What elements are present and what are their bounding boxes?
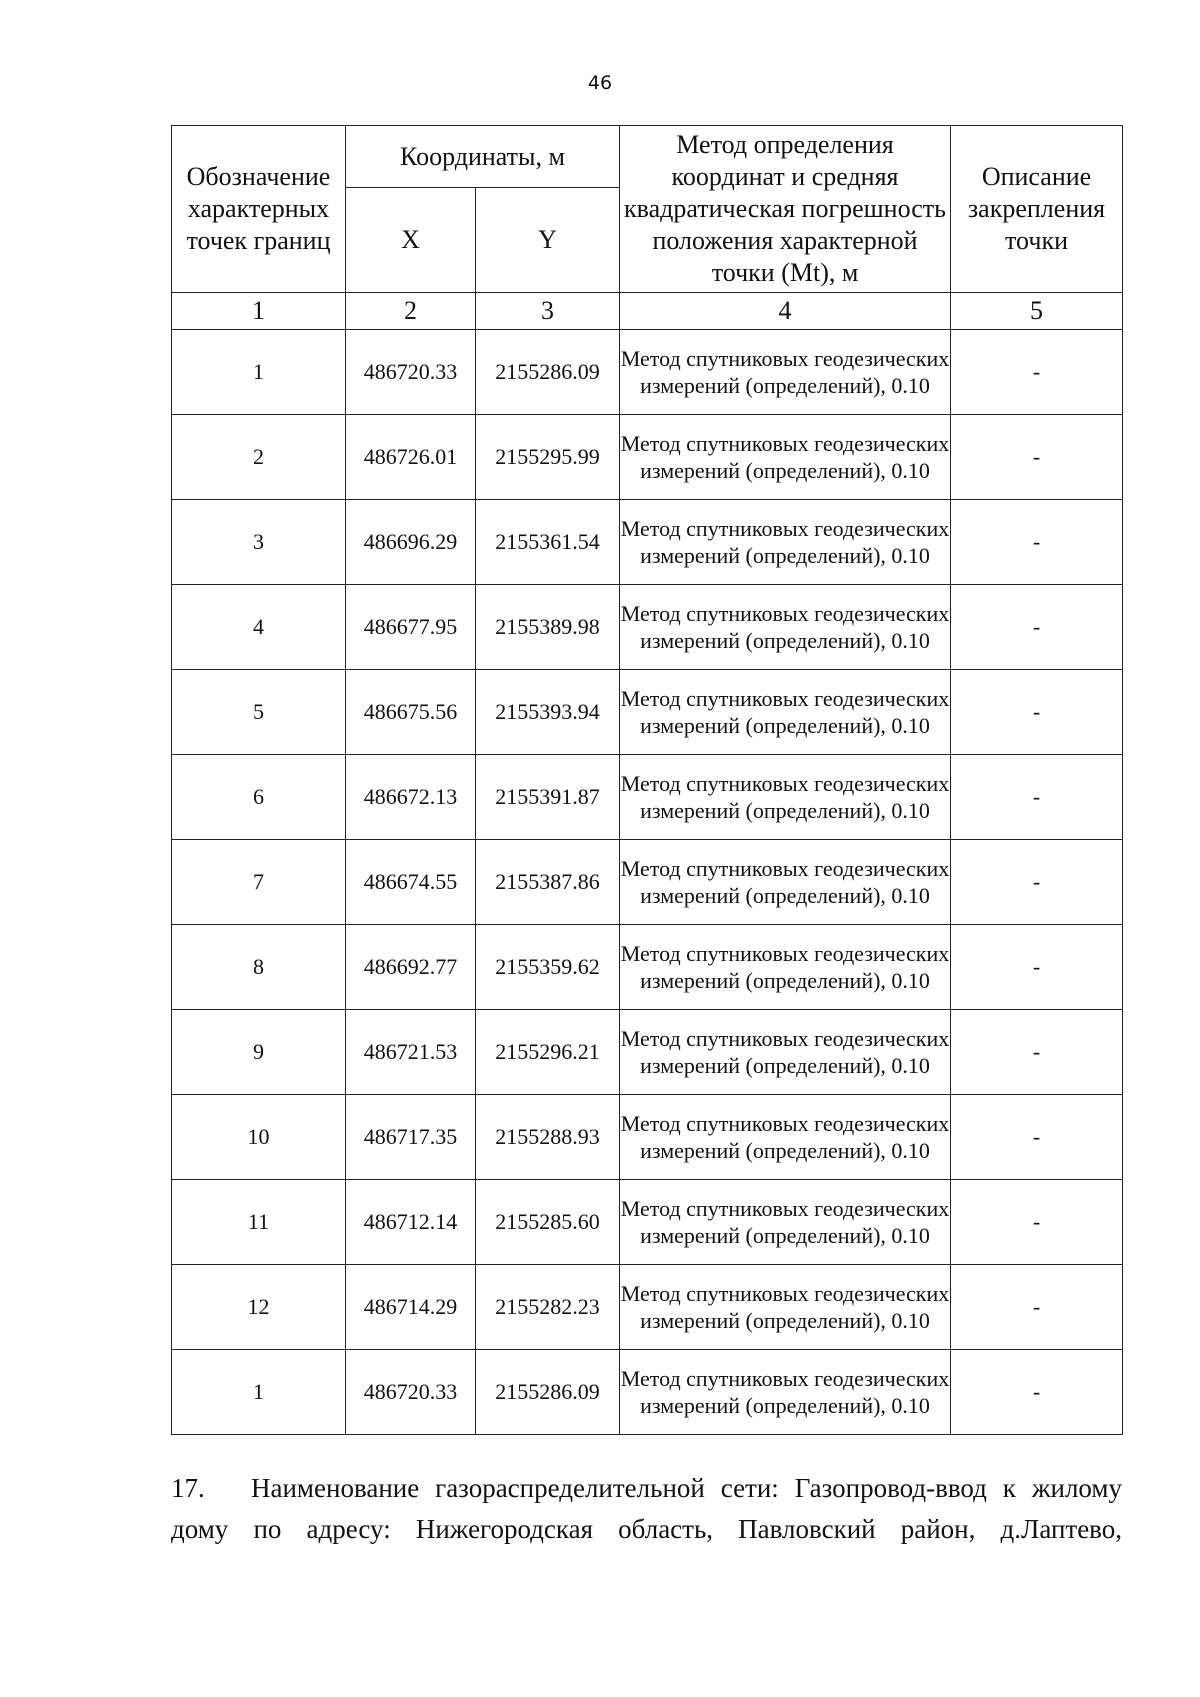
table-row [172,500,1123,585]
cell-y: 2155288.93 [476,1095,620,1180]
cell-x: 486714.29 [346,1265,476,1350]
cell-method: Метод спутниковых геодезических измерений (определений), 0.10 [620,585,951,670]
page-number: 46 [587,72,613,94]
cell-description: - [951,585,1123,670]
cell-description: - [951,1350,1123,1435]
header-x: X [346,188,476,293]
header-method: Метод определения координат и средняя квадратическая погрешность положения характерной точки (Mt), м [620,126,951,293]
cell-y: 2155389.98 [476,585,620,670]
table-row [172,925,1123,1010]
cell-x: 486717.35 [346,1095,476,1180]
cell-point: 9 [172,1010,346,1095]
table-row [172,330,1123,415]
cell-x: 486712.14 [346,1180,476,1265]
cell-point: 2 [172,415,346,500]
table-row [172,840,1123,925]
header-point-designation: Обозначение характерных точек границ [172,126,346,293]
table-row [172,1095,1123,1180]
cell-description: - [951,840,1123,925]
cell-description: - [951,415,1123,500]
column-number: 5 [951,293,1123,330]
cell-method: Метод спутниковых геодезических измерений (определений), 0.10 [620,755,951,840]
header-fixing-description: Описание закрепления точки [951,126,1123,293]
table-row [172,415,1123,500]
paragraph-line-1 [171,1468,1122,1509]
paragraph-line-2: дому по адресу: Нижегородская область, Павловский район, д.Лаптево, [171,1514,1122,1544]
table-row [172,1350,1123,1435]
table-body [172,330,1123,1435]
cell-method: Метод спутниковых геодезических измерений (определений), 0.10 [620,1180,951,1265]
cell-method: Метод спутниковых геодезических измерений (определений), 0.10 [620,500,951,585]
cell-x: 486720.33 [346,330,476,415]
cell-y: 2155285.60 [476,1180,620,1265]
column-number: 1 [172,293,346,330]
cell-description: - [951,500,1123,585]
cell-method: Метод спутниковых геодезических измерений (определений), 0.10 [620,1350,951,1435]
cell-x: 486672.13 [346,755,476,840]
cell-y: 2155286.09 [476,1350,620,1435]
cell-x: 486720.33 [346,1350,476,1435]
cell-method: Метод спутниковых геодезических измерений (определений), 0.10 [620,840,951,925]
cell-method: Метод спутниковых геодезических измерений (определений), 0.10 [620,1095,951,1180]
cell-point: 4 [172,585,346,670]
table-row [172,1180,1123,1265]
cell-description: - [951,1095,1123,1180]
table-row [172,670,1123,755]
cell-x: 486721.53 [346,1010,476,1095]
cell-description: - [951,925,1123,1010]
cell-point: 5 [172,670,346,755]
cell-x: 486674.55 [346,840,476,925]
cell-point: 8 [172,925,346,1010]
coordinates-table [171,125,1123,1435]
cell-description: - [951,755,1123,840]
cell-method: Метод спутниковых геодезических измерений (определений), 0.10 [620,1265,951,1350]
column-number: 3 [476,293,620,330]
cell-y: 2155296.21 [476,1010,620,1095]
cell-description: - [951,670,1123,755]
table-row [172,1265,1123,1350]
cell-y: 2155286.09 [476,330,620,415]
cell-point: 1 [172,1350,346,1435]
paragraph-number: 17. [171,1473,205,1503]
cell-method: Метод спутниковых геодезических измерений (определений), 0.10 [620,415,951,500]
cell-method: Метод спутниковых геодезических измерений (определений), 0.10 [620,925,951,1010]
cell-point: 3 [172,500,346,585]
cell-y: 2155295.99 [476,415,620,500]
column-number: 4 [620,293,951,330]
cell-x: 486675.56 [346,670,476,755]
header-y: Y [476,188,620,293]
cell-y: 2155387.86 [476,840,620,925]
header-coordinates: Координаты, м [346,126,620,188]
cell-point: 10 [172,1095,346,1180]
cell-x: 486692.77 [346,925,476,1010]
cell-description: - [951,1180,1123,1265]
table-row [172,755,1123,840]
cell-y: 2155282.23 [476,1265,620,1350]
cell-x: 486677.95 [346,585,476,670]
cell-point: 6 [172,755,346,840]
cell-y: 2155361.54 [476,500,620,585]
cell-method: Метод спутниковых геодезических измерений (определений), 0.10 [620,330,951,415]
table-row [172,1010,1123,1095]
cell-method: Метод спутниковых геодезических измерений (определений), 0.10 [620,1010,951,1095]
cell-point: 7 [172,840,346,925]
paragraph-text: Наименование газораспределительной сети: Газопровод-ввод к жилому [251,1473,1122,1503]
cell-point: 1 [172,330,346,415]
cell-point: 11 [172,1180,346,1265]
column-number: 2 [346,293,476,330]
cell-y: 2155391.87 [476,755,620,840]
cell-point: 12 [172,1265,346,1350]
cell-x: 486726.01 [346,415,476,500]
cell-description: - [951,1265,1123,1350]
cell-description: - [951,330,1123,415]
cell-y: 2155359.62 [476,925,620,1010]
cell-description: - [951,1010,1123,1095]
cell-y: 2155393.94 [476,670,620,755]
cell-x: 486696.29 [346,500,476,585]
cell-method: Метод спутниковых геодезических измерений (определений), 0.10 [620,670,951,755]
table-row [172,585,1123,670]
